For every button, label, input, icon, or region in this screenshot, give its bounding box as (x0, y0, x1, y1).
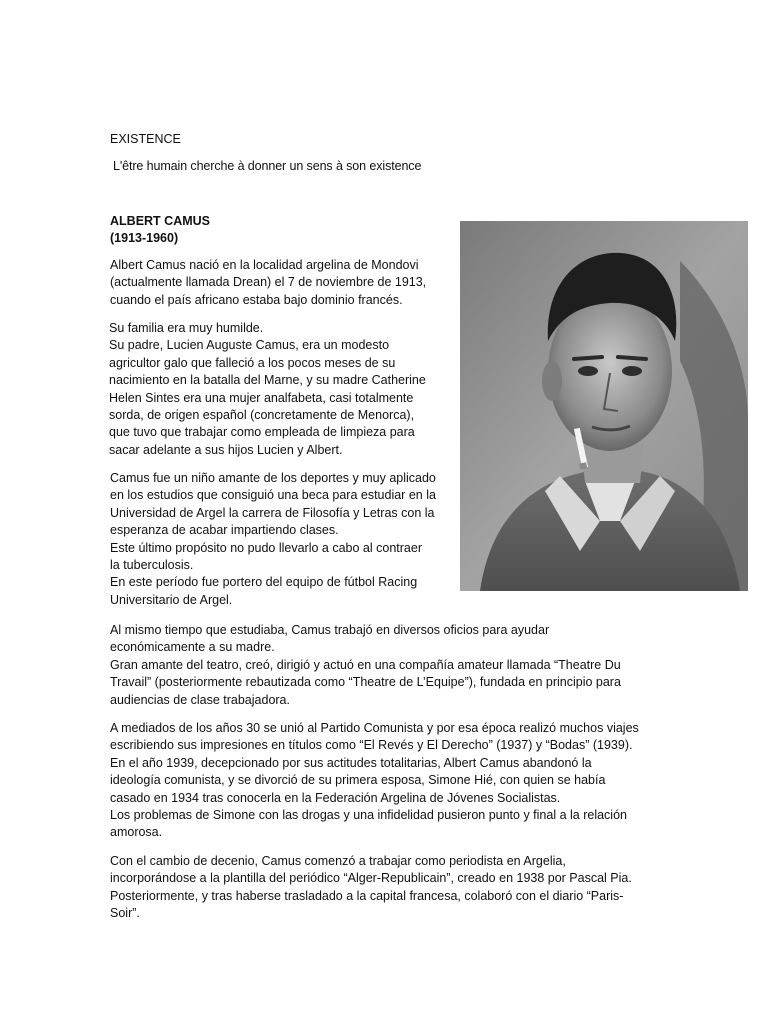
paragraph-politics: A mediados de los años 30 se unió al Partido Comunista y por esa época realizó muchos viajes escribiendo sus impresiones en títulos como “El Revés y El Derecho” (1937) y “Bodas” (1939). En el año 1939, decepcionado por sus actitudes totalitarias, Albert Camus abandonó la ideología comunista, y se divorció de su primera esposa, Simone Hié, con quien se había casado en 1934 tras conocerla en la Federación Argelina de Jóvenes Socialistas. Los problemas de Simone con las drogas y una infidelidad pusieron punto y final a la relación amorosa. (110, 721, 639, 840)
author-name: ALBERT CAMUS (110, 214, 210, 228)
paragraph-family: Su familia era muy humilde. Su padre, Lucien Auguste Camus, era un modesto agricultor galo que falleció a los pocos meses de su nacimiento en la batalla del Marne, y su madre Catherine Helen Sintes era una mujer analfabeta, casi totalmente sorda, de origen español (concretamente de Menorca), que tuvo que trabajar como empleada de limpieza para sacar adelante a sus hijos Lucien y Albert. (109, 321, 426, 457)
portrait-photo (460, 221, 748, 591)
paragraph-journalism: Con el cambio de decenio, Camus comenzó a trabajar como periodista en Argelia, incorporándose a la plantilla del periódico “Alger-Republicain”, creado en 1938 por Pascal Pia. Posteriormente, y tras haberse trasladado a la capital francesa, colaboró con el diario “Paris- Soir”. (110, 854, 632, 921)
document-heading: EXISTENCE (110, 132, 181, 146)
paragraph-birth: Albert Camus nació en la localidad argelina de Mondovi (actualmente llamada Drean) el 7 de noviembre de 1913, cuando el país africano estaba bajo dominio francés. (110, 258, 427, 307)
paragraph-theatre: Al mismo tiempo que estudiaba, Camus trabajó en diversos oficios para ayudar económicamente a su madre. Gran amante del teatro, creó, dirigió y actuó en una compañía amateur llamada “Theatre Du Travail” (posteriormente rebautizada como “Theatre de L’Equipe”), fundada en principio para audiencias de clase trabajadora. (110, 623, 621, 707)
author-years: (1913-1960) (110, 231, 179, 245)
author-block (110, 213, 210, 247)
paragraph-studies: Camus fue un niño amante de los deportes y muy aplicado en los estudios que consiguió una beca para estudiar en la Universidad de Argel la carrera de Filosofía y Letras con la esperanza de acabar impartiendo clases. Este último propósito no pudo llevarlo a cabo al contraer la tuberculosis. En este período fue portero del equipo de fútbol Racing Universitario de Argel. (110, 471, 436, 607)
document-subtitle: L'être humain cherche à donner un sens à son existence (113, 159, 422, 173)
